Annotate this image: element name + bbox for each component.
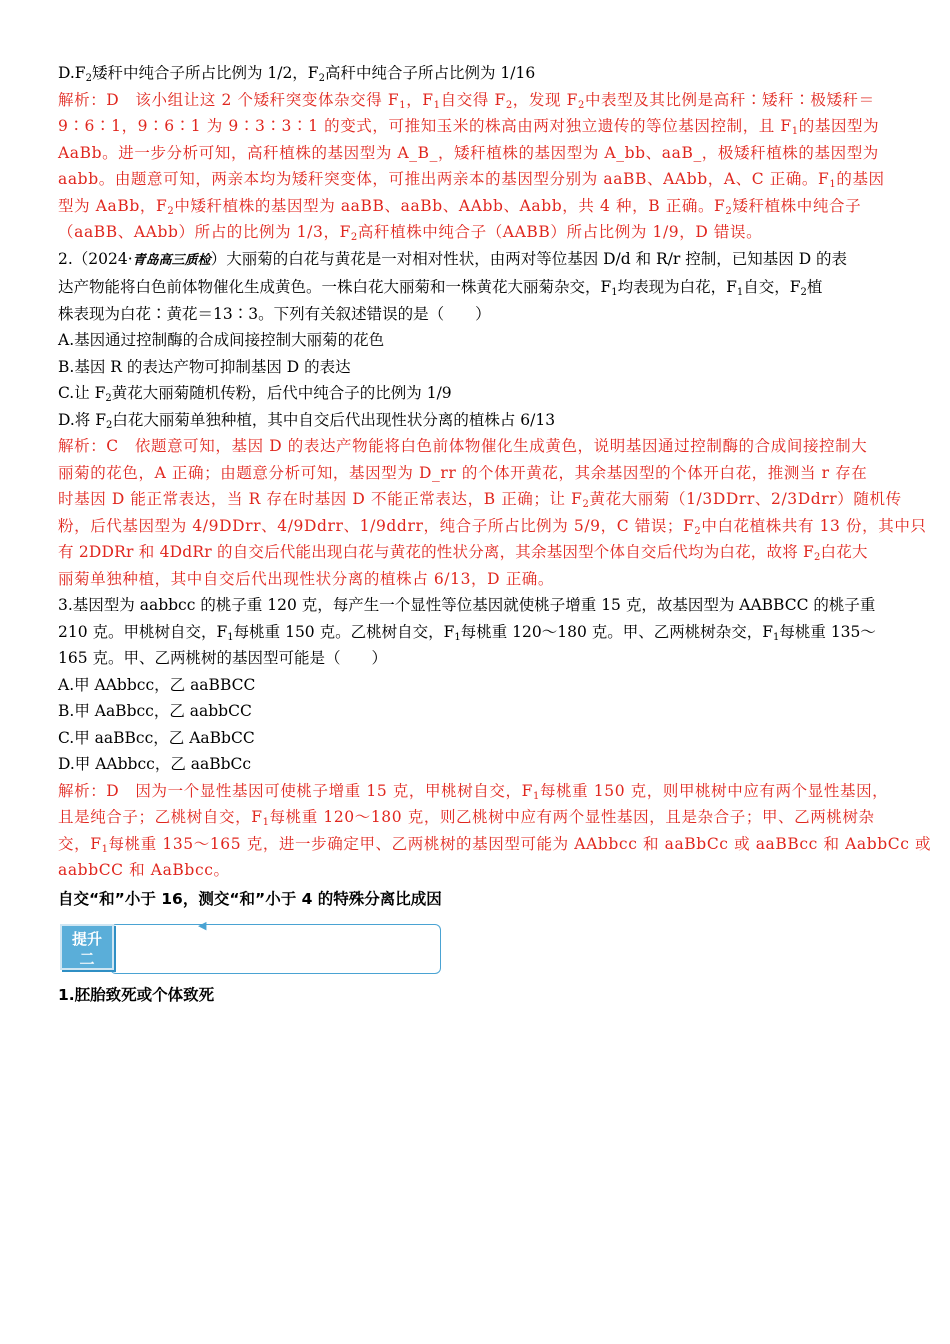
- badge-line-1: 提升: [71, 929, 102, 948]
- badge-frame: [110, 924, 441, 974]
- text-line: 2.（2024·青岛高三质检）大丽菊的白花与黄花是一对相对性状，由两对等位基因 D/d 和 R/r 控制，已知基因 D 的表: [58, 249, 848, 268]
- text-line: D.将 $F_2$白花大丽菊单独种植，其中自交后代出现性状分离的植株占 6/13: [58, 410, 556, 431]
- text-line: 达产物能将白色前体物催化生成黄色。一株白花大丽菊和一株黄花大丽菊杂交，$F_1$均表现为白花，$F_1$自交，$F_2$植: [58, 278, 823, 298]
- text-line: 3.基因型为 aabbcc 的桃子重 120 克，每产生一个显性等位基因就使桃子增重 15 克，故基因型为 AABBCC 的桃子重: [58, 596, 876, 614]
- text-line: 解析：D 该小组让这 2 个矮秆突变体杂交得 $F_1$，$F_1$自交得 $F_2$，发现 $F_2$中表型及其比例是高秆∶矮秆∶极矮秆＝: [58, 90, 875, 111]
- text-line: 粉，后代基因型为 4/9DDrr、4/9Ddrr、1/9ddrr，纯合子所占比例为 5/9，C 错误；$F_2$中白花植株共有 13 份，其中只: [58, 516, 927, 537]
- text-line: 交，$F_1$每桃重 135～165 克，进一步确定甲、乙两桃树的基因型可能为 AAbbcc 和 aaBbCc 或 aaBBcc 和 AabbCc 或: [58, 834, 932, 855]
- text-line: $D.F_2$矮秆中纯合子所占比例为 1/2，$F_2$高秆中纯合子所占比例为 1/16: [58, 64, 536, 84]
- text-line: 有 2DDRr 和 4DdRr 的自交后代能出现白花与黄花的性状分离，其余基因型个体自交后代均为白花，故将 $F_2$白花大: [58, 543, 868, 563]
- question-text-block: [58, 60, 932, 884]
- text-line: A.甲 AAbbcc，乙 aaBBCC: [58, 675, 256, 694]
- arrow-left-icon: ◀: [198, 918, 207, 932]
- text-line: 型为 AaBb，$F_2$中矮秆植株的基因型为 aaBB、aaBb、AAbb、Aabb，共 4 种，B 正确。$F_2$矮秆植株中纯合子: [58, 196, 862, 217]
- text-line: 165 克。甲、乙两桃树的基因型可能是（ ）: [58, 649, 388, 667]
- text-line: A.基因通过控制酶的合成间接控制大丽菊的花色: [58, 331, 385, 349]
- document-page: [58, 60, 932, 1008]
- text-line: aabbCC 和 AaBbcc。: [58, 861, 230, 879]
- text-line: aabb。由题意可知，两亲本均为矮秆突变体，可推出两亲本的基因型分别为 aaBB、AAbb，A、C 正确。$F_1$的基因: [58, 170, 885, 190]
- text-line: 210 克。甲桃树自交，$F_1$每桃重 150 克。乙桃树自交，$F_1$每桃重 120～180 克。甲、乙两桃树杂交，$F_1$每桃重 135～: [58, 622, 876, 643]
- text-line: 解析：D 因为一个显性基因可使桃子增重 15 克，甲桃树自交，$F_1$每桃重 150 克，则甲桃树中应有两个显性基因，: [58, 781, 889, 802]
- text-line: 株表现为白花∶黄花＝13∶3。下列有关叙述错误的是（ ）: [58, 304, 491, 323]
- text-line: 9∶6∶1，9∶6∶1 为 9∶3∶3∶1 的变式，可推知玉米的株高由两对独立遗传的等位基因控制，且 $F_1$的基因型为: [58, 117, 880, 137]
- text-line: 丽菊单独种植，其中自交后代出现性状分离的植株占 6/13，D 正确。: [58, 569, 554, 588]
- text-line: 且是纯合子；乙桃树自交，$F_1$每桃重 120～180 克，则乙桃树中应有两个显性基因，且是杂合子；甲、乙两桃树杂: [58, 808, 875, 828]
- text-line: D.甲 AAbbcc，乙 aaBbCc: [58, 755, 252, 773]
- section-badge-box: [58, 918, 894, 976]
- text-line: （aaBB、AAbb）所占的比例为 1/3，$F_2$高秆植株中纯合子（AABB）所占比例为 1/9，D 错误。: [58, 223, 763, 243]
- badge-label: [60, 924, 114, 970]
- text-line: 解析：C 依题意可知，基因 D 的表达产物能将白色前体物催化生成黄色，说明基因通过控制酶的合成间接控制大: [58, 437, 868, 455]
- text-line: C.甲 aaBBcc，乙 AaBbCC: [58, 728, 255, 747]
- text-line: B.基因 R 的表达产物可抑制基因 D 的表达: [58, 357, 351, 376]
- subheading: 1.胚胎致死或个体致死: [58, 985, 215, 1004]
- text-line: 时基因 D 能正常表达，当 R 存在时基因 D 不能正常表达，B 正确；让 $F_2$黄花大丽菊（1/3DDrr、2/3Ddrr）随机传: [58, 490, 902, 510]
- text-line: C.让 $F_2$黄花大丽菊随机传粉，后代中纯合子的比例为 1/9: [58, 384, 452, 404]
- text-line: AaBb。进一步分析可知，高秆植株的基因型为 A_B_，矮秆植株的基因型为 A_bb、aaB_，极矮秆植株的基因型为: [58, 143, 879, 162]
- text-line: B.甲 AaBbcc，乙 aabbCC: [58, 702, 252, 720]
- text-line: 丽菊的花色，A 正确；由题意分析可知，基因型为 D_rr 的个体开黄花，其余基因型的个体开白花，推测当 r 存在: [58, 463, 868, 482]
- section-heading: 自交“和”小于 16，测交“和”小于 4 的特殊分离比成因: [58, 889, 442, 908]
- badge-line-2: 二: [79, 949, 95, 968]
